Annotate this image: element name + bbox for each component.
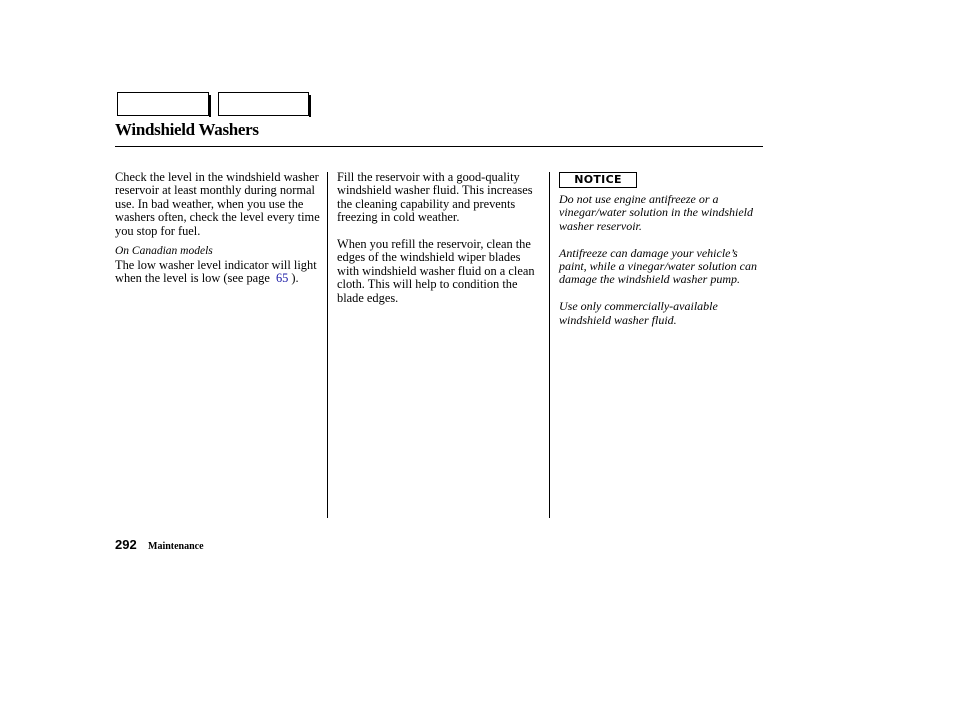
- body-text-end: ).: [291, 271, 299, 286]
- notice-badge: NOTICE: [559, 172, 637, 188]
- notice-paragraph: Antifreeze can damage your vehicle’s paint, while a vinegar/water solution can damage the windshield washer pump.: [559, 245, 757, 287]
- notice-column: [559, 171, 759, 340]
- nav-button-next[interactable]: [218, 92, 309, 116]
- notice-paragraph: Use only commercially-available windshield washer fluid.: [559, 299, 718, 327]
- nav-button-previous[interactable]: [117, 92, 209, 116]
- column-left: [115, 171, 320, 299]
- body-text: The low washer level indicator will light when the level is low (see page: [115, 257, 317, 286]
- title-divider: [115, 146, 763, 147]
- body-paragraph: When you refill the reservoir, clean the edges of the windshield wiper blades with windshield washer fluid on a clean cloth. This will help to condition the blade edges.: [337, 237, 535, 305]
- page-title: Windshield Washers: [115, 120, 259, 139]
- column-middle: [337, 171, 542, 318]
- column-divider: [549, 172, 550, 518]
- section-name: Maintenance: [148, 541, 204, 552]
- notice-paragraph: Do not use engine antifreeze or a vinegar/water solution in the windshield washer reservoir.: [559, 192, 753, 233]
- page-link[interactable]: 65: [275, 271, 289, 286]
- page-number: 292: [115, 537, 137, 552]
- body-paragraph: Check the level in the windshield washer reservoir at least monthly during normal use. In bad weather, when you use the washers often, check the level every time you stop for fuel.: [115, 170, 320, 238]
- body-paragraph: Fill the reservoir with a good-quality windshield washer fluid. This increases the cleaning capability and prevents freezing in cold weather.: [337, 170, 533, 225]
- subheading: On Canadian models: [115, 245, 213, 258]
- canadian-paragraph: [115, 245, 320, 285]
- column-divider: [327, 172, 328, 518]
